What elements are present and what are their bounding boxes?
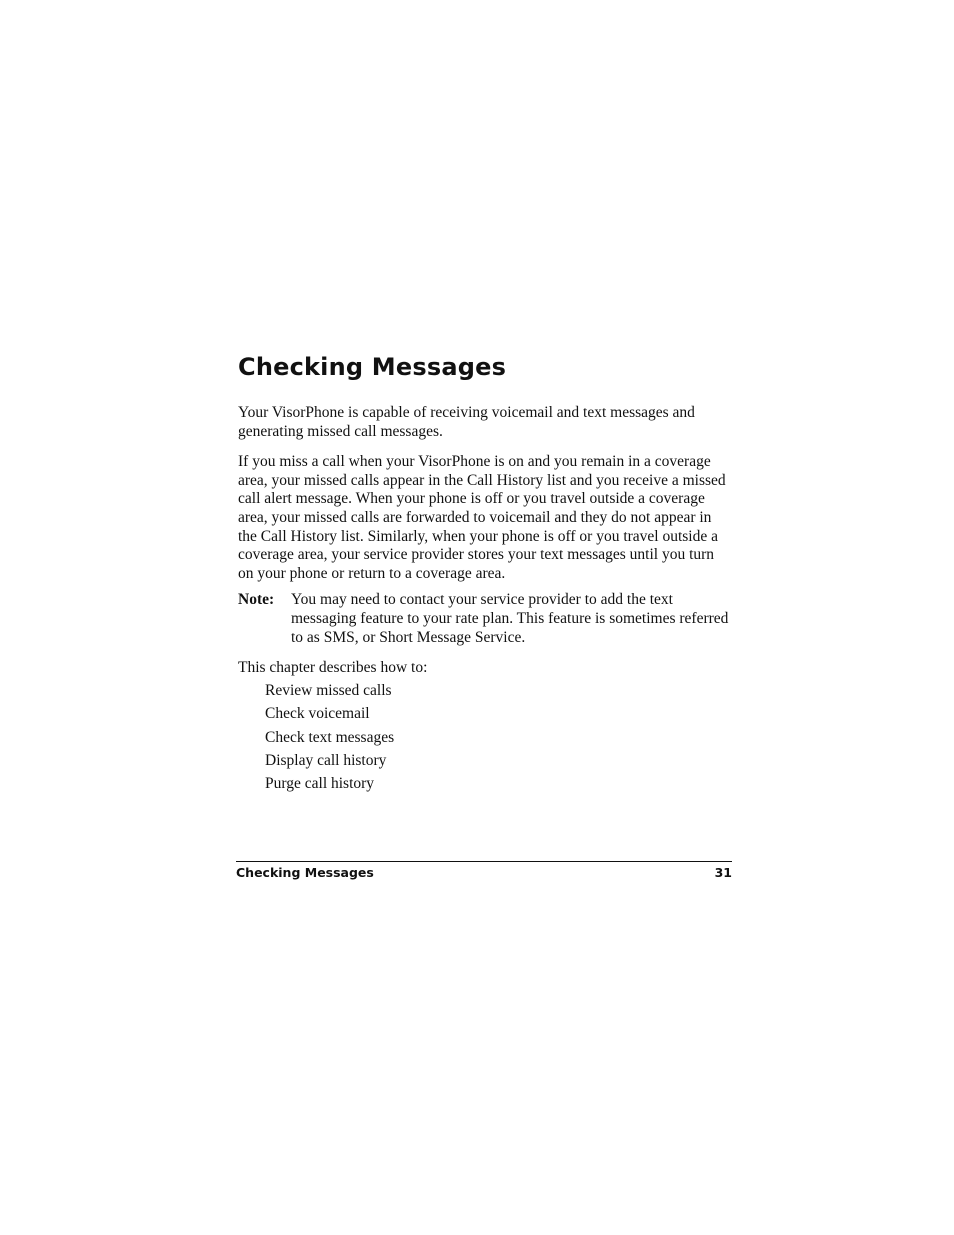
intro-paragraph: Your VisorPhone is capable of receiving voicemail and text messages and generating missed call messages. (238, 404, 695, 440)
list-item: Review missed calls (265, 681, 392, 699)
note-label: Note: (238, 591, 275, 609)
chapter-overview-intro: This chapter describes how to: (238, 659, 428, 677)
list-item: Purge call history (265, 775, 375, 793)
list-item: Check voicemail (265, 705, 370, 723)
page-footer (236, 861, 732, 882)
chapter-title: Checking Messages (238, 353, 507, 381)
page-content (238, 348, 732, 799)
note-text: You may need to contact your service provider to add the text messaging feature to your rate plan. This feature is sometimes referred to as SMS, or Short Message Service. (291, 591, 729, 646)
topic-list (238, 682, 732, 794)
footer-section-title: Checking Messages (236, 865, 374, 880)
list-item: Display call history (265, 751, 387, 769)
footer-page-number: 31 (714, 865, 732, 880)
list-item: Check text messages (265, 728, 395, 746)
note-block (238, 591, 732, 647)
missed-calls-paragraph: If you miss a call when your VisorPhone is on and you remain in a coverage area, your missed calls appear in the Call History list and you receive a missed call alert message. When your phone is off or you travel outside a coverage area, your missed calls are forwarded to voicemail and they do not appear in the Call History list. Similarly, when your phone is off or you travel outside a coverage area, your service provider stores your text messages until you turn on your phone or return to a coverage area. (238, 453, 726, 582)
